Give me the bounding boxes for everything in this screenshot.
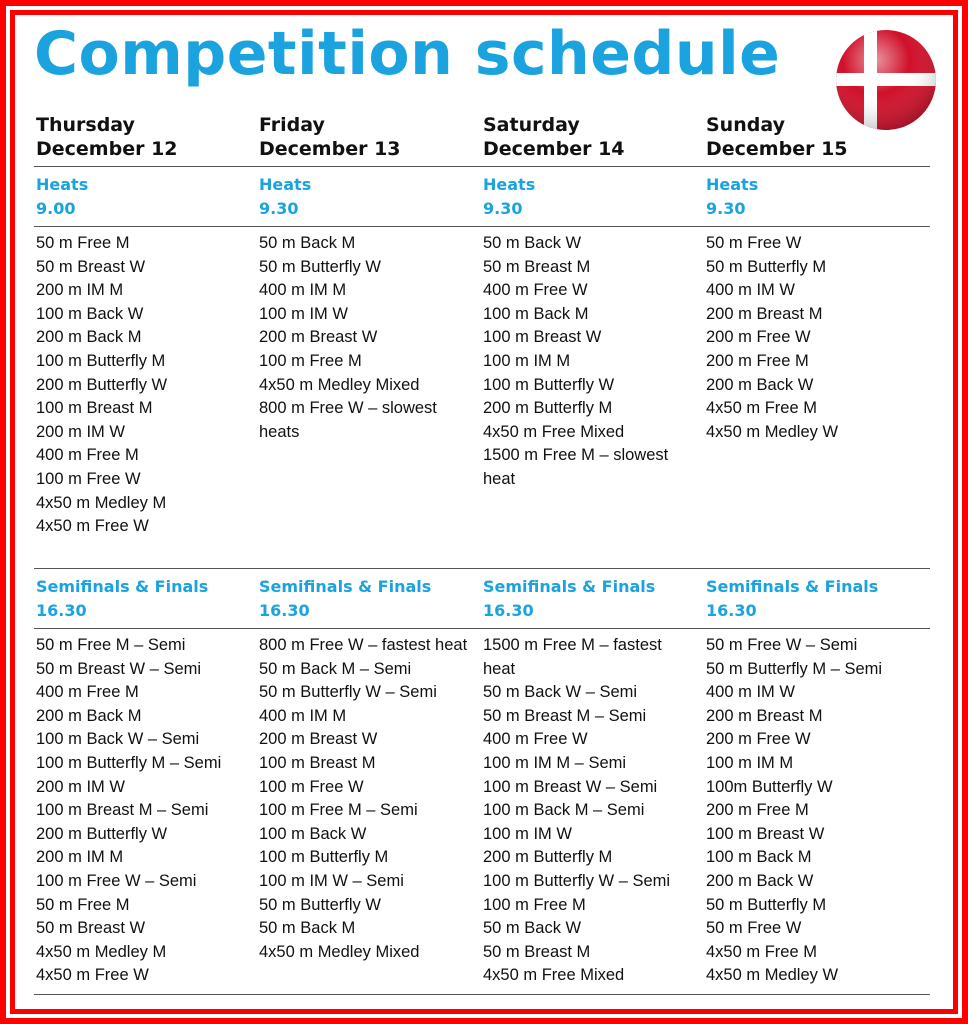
event-item: 4x50 m Medley W (706, 966, 839, 985)
event-item: 1500 m Free M – slowest heat (483, 446, 669, 488)
event-item: 100 m IM W (483, 824, 572, 843)
event-item: 100 m Butterfly M (259, 848, 389, 867)
section-time: 9.30 (259, 199, 299, 218)
section-time: 16.30 (706, 601, 757, 620)
event-item: 800 m Free W – slowest heats (259, 399, 437, 441)
event-item: 50 m Breast M – Semi (483, 706, 647, 725)
finals-title-friday (259, 575, 483, 623)
event-item: 50 m Back M – Semi (259, 659, 412, 678)
event-item: 200 m Breast M (706, 706, 823, 725)
event-item: 4x50 m Medley M (36, 942, 167, 961)
event-item: 400 m Free W (483, 281, 588, 300)
section-label: Heats (483, 175, 536, 194)
event-item: 200 m Butterfly W (36, 375, 168, 394)
section-label: Semifinals & Finals (36, 577, 209, 596)
divider-finals-title (34, 628, 930, 629)
event-item: 50 m Free W – Semi (706, 636, 858, 654)
event-item: 1500 m Free M – fastest heat (483, 636, 662, 678)
day-name: Friday (259, 114, 325, 136)
event-item: 100 m Free M (483, 895, 586, 914)
divider-bottom (34, 994, 930, 995)
event-item: 100 m Butterfly W – Semi (483, 871, 671, 890)
section-time: 16.30 (259, 601, 310, 620)
event-item: 4x50 m Medley W (706, 422, 839, 441)
event-item: 200 m Free W (706, 730, 811, 749)
event-item: 400 m IM W (706, 281, 795, 300)
day-name: Thursday (36, 114, 135, 136)
finals-title-thursday (36, 575, 260, 623)
event-item: 100 m Free W – Semi (36, 871, 197, 890)
event-item: 50 m Butterfly W (259, 257, 381, 276)
day-header-sunday (706, 113, 930, 161)
finals-title-saturday (483, 575, 707, 623)
heats-title-saturday (483, 173, 707, 221)
event-item: 50 m Free M (36, 895, 130, 914)
section-label: Heats (706, 175, 759, 194)
event-item: 200 m Back M (36, 328, 142, 347)
event-item: 200 m Breast W (259, 328, 378, 347)
heats-list-friday (259, 232, 483, 444)
section-label: Heats (36, 175, 89, 194)
event-item: 400 m IM W (706, 683, 795, 702)
event-item: 100 m Free W (36, 469, 141, 488)
heats-list-saturday (483, 232, 707, 492)
event-item: 100 m IM W (259, 304, 348, 323)
event-item: 100 m Back W (36, 304, 144, 323)
event-item: 400 m IM M (259, 706, 347, 725)
event-item: 100 m Butterfly M – Semi (36, 753, 222, 772)
event-item: 4x50 m Medley Mixed (259, 942, 420, 961)
day-date: December 12 (36, 138, 178, 160)
event-item: 50 m Free W (706, 919, 802, 938)
day-date: December 14 (483, 138, 625, 160)
day-name: Sunday (706, 114, 785, 136)
day-date: December 13 (259, 138, 401, 160)
day-date: December 15 (706, 138, 848, 160)
event-item: 200 m IM M (36, 281, 124, 300)
section-time: 16.30 (36, 601, 87, 620)
event-item: 100 m Free M (259, 351, 362, 370)
heats-title-sunday (706, 173, 930, 221)
event-item: 200 m Butterfly M (483, 399, 613, 418)
event-item: 4x50 m Free M (706, 399, 817, 418)
heats-list-sunday (706, 232, 930, 444)
event-item: 200 m Back W (706, 871, 814, 890)
event-item: 200 m Free M (706, 801, 809, 820)
event-item: 400 m Free M (36, 683, 139, 702)
section-label: Semifinals & Finals (483, 577, 656, 596)
divider-heats-title (34, 226, 930, 227)
event-item: 400 m Free W (483, 730, 588, 749)
event-item: 100 m Free M – Semi (259, 801, 418, 820)
section-time: 16.30 (483, 601, 534, 620)
event-item: 100 m Back W – Semi (36, 730, 200, 749)
event-item: 4x50 m Free Mixed (483, 966, 625, 985)
event-item: 4x50 m Free W (36, 517, 149, 536)
event-item: 100 m Breast M – Semi (36, 801, 209, 820)
event-item: 50 m Breast W (36, 919, 146, 938)
event-item: 50 m Butterfly M (706, 895, 827, 914)
section-label: Semifinals & Finals (706, 577, 879, 596)
event-item: 50 m Butterfly M (706, 257, 827, 276)
event-item: 100 m Breast W – Semi (483, 777, 658, 796)
finals-list-sunday (706, 634, 930, 988)
event-item: 200 m Butterfly M (483, 848, 613, 867)
divider-header (34, 166, 930, 167)
event-item: 50 m Free M – Semi (36, 636, 186, 654)
heats-title-friday (259, 173, 483, 221)
event-item: 4x50 m Medley Mixed (259, 375, 420, 394)
event-item: 200 m Breast M (706, 304, 823, 323)
event-item: 100 m Breast M (259, 753, 376, 772)
event-item: 100 m Butterfly M (36, 351, 166, 370)
day-header-thursday (36, 113, 260, 161)
event-item: 50 m Free W (706, 234, 802, 252)
event-item: 50 m Butterfly W (259, 895, 381, 914)
event-item: 200 m Back W (706, 375, 814, 394)
event-item: 100 m Back W (259, 824, 367, 843)
event-item: 100 m Free W (259, 777, 364, 796)
event-item: 50 m Back W (483, 234, 582, 252)
event-item: 100m Butterfly W (706, 777, 833, 796)
event-item: 800 m Free W – fastest heat (259, 636, 468, 654)
event-item: 100 m Back M – Semi (483, 801, 645, 820)
event-item: 4x50 m Free Mixed (483, 422, 625, 441)
event-item: 50 m Breast M (483, 942, 591, 961)
finals-list-friday (259, 634, 483, 964)
page-title: Competition schedule (34, 19, 781, 89)
event-item: 200 m Back M (36, 706, 142, 725)
event-item: 50 m Breast M (483, 257, 591, 276)
event-item: 50 m Back W – Semi (483, 683, 638, 702)
event-item: 4x50 m Medley M (36, 493, 167, 512)
event-item: 50 m Back M (259, 234, 356, 252)
section-time: 9.00 (36, 199, 76, 218)
event-item: 200 m IM M (36, 848, 124, 867)
section-time: 9.30 (483, 199, 523, 218)
event-item: 50 m Butterfly M – Semi (706, 659, 883, 678)
event-item: 200 m Butterfly W (36, 824, 168, 843)
event-item: 4x50 m Free W (36, 966, 149, 985)
event-item: 100 m Back M (483, 304, 589, 323)
event-item: 200 m IM W (36, 777, 125, 796)
section-label: Heats (259, 175, 312, 194)
event-item: 50 m Breast W (36, 257, 146, 276)
event-item: 100 m Breast W (706, 824, 825, 843)
section-label: Semifinals & Finals (259, 577, 432, 596)
event-item: 100 m Breast W (483, 328, 602, 347)
event-item: 50 m Free M (36, 234, 130, 252)
event-item: 100 m IM M – Semi (483, 753, 627, 772)
section-time: 9.30 (706, 199, 746, 218)
event-item: 50 m Back W (483, 919, 582, 938)
divider-finals-section (34, 568, 930, 569)
event-item: 4x50 m Free M (706, 942, 817, 961)
day-header-friday (259, 113, 483, 161)
event-item: 100 m Breast M (36, 399, 153, 418)
event-item: 400 m Free M (36, 446, 139, 465)
day-header-saturday (483, 113, 707, 161)
event-item: 100 m IM M (483, 351, 571, 370)
finals-list-thursday (36, 634, 260, 988)
event-item: 100 m IM M (706, 753, 794, 772)
day-name: Saturday (483, 114, 580, 136)
event-item: 50 m Back M (259, 919, 356, 938)
event-item: 200 m Breast W (259, 730, 378, 749)
event-item: 50 m Breast W – Semi (36, 659, 202, 678)
event-item: 200 m Free M (706, 351, 809, 370)
finals-title-sunday (706, 575, 930, 623)
event-item: 400 m IM M (259, 281, 347, 300)
event-item: 50 m Butterfly W – Semi (259, 683, 437, 702)
event-item: 100 m Butterfly W (483, 375, 615, 394)
finals-list-saturday (483, 634, 707, 988)
event-item: 100 m Back M (706, 848, 812, 867)
event-item: 100 m IM W – Semi (259, 871, 404, 890)
event-item: 200 m Free W (706, 328, 811, 347)
event-item: 200 m IM W (36, 422, 125, 441)
heats-list-thursday (36, 232, 260, 539)
heats-title-thursday (36, 173, 260, 221)
